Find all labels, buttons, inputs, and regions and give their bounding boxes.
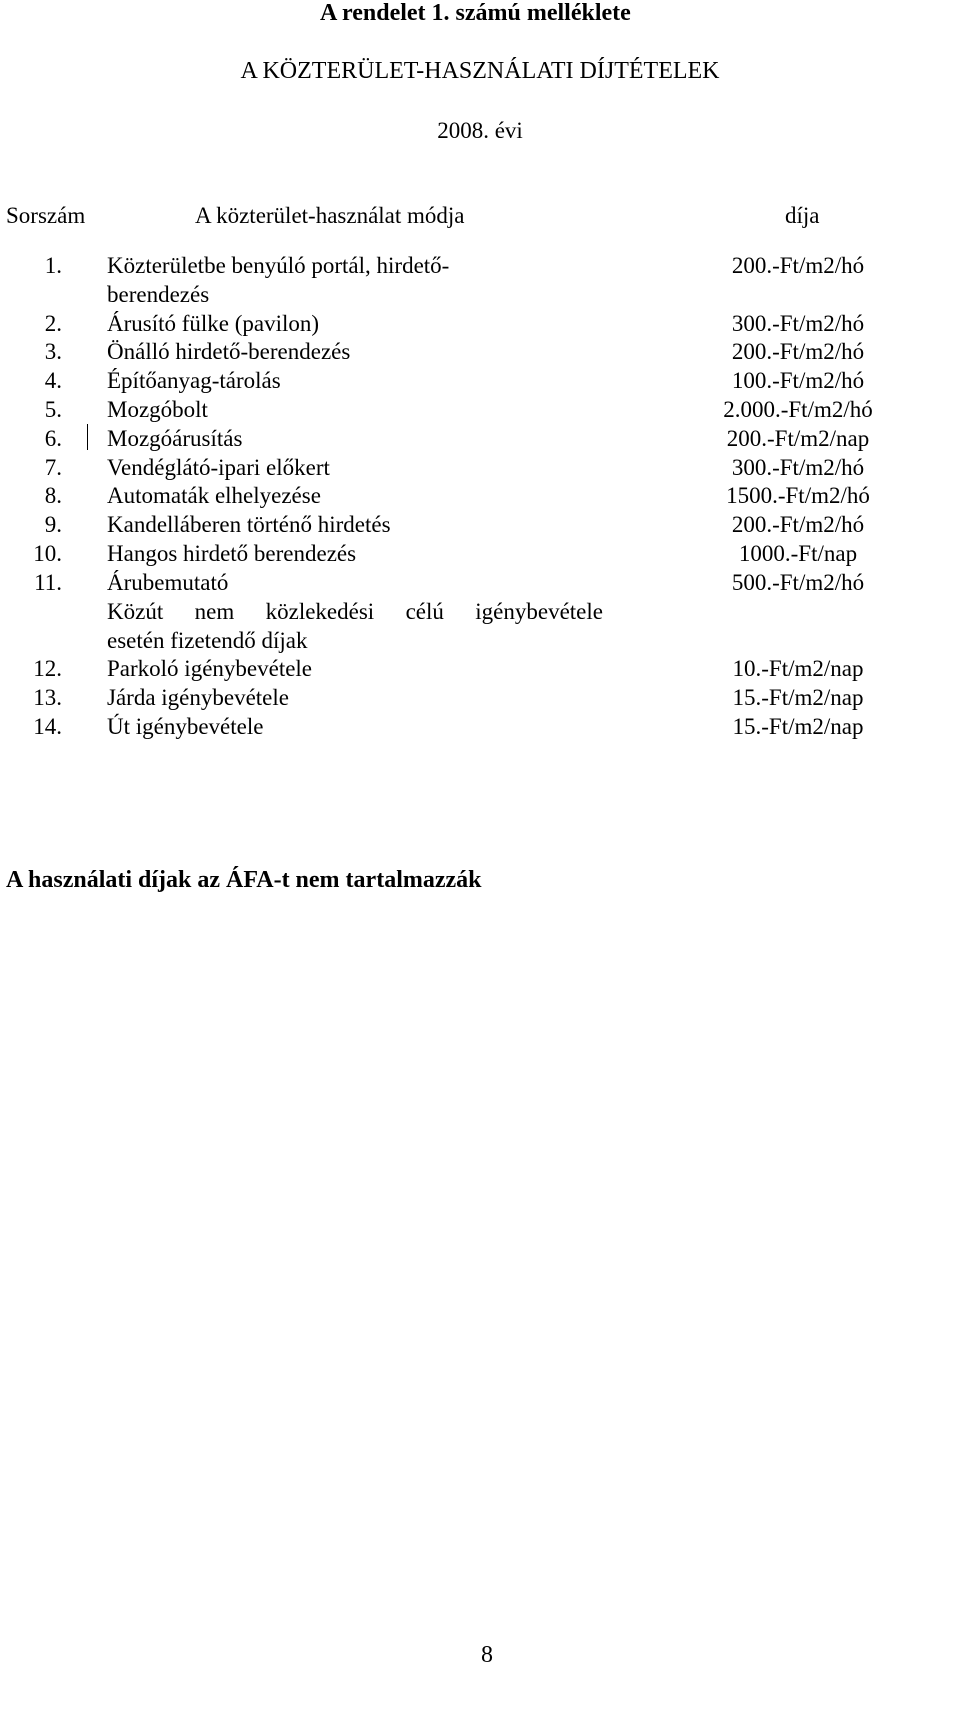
subheading-word: Közút: [107, 599, 164, 624]
row-fee: 15.-Ft/m2/nap: [732, 714, 864, 739]
row-label: Építőanyag-tárolás: [107, 368, 281, 393]
row-number: 14.: [33, 714, 62, 739]
row-number: 3.: [44, 339, 62, 364]
row-number: 11.: [34, 570, 62, 595]
annex-label: A rendelet 1. számú melléklete: [320, 0, 631, 26]
vat-note: A használati díjak az ÁFA-t nem tartalmazzák: [6, 867, 482, 893]
row-fee: 10.-Ft/m2/nap: [732, 656, 864, 681]
row-label: Járda igénybevétele: [107, 685, 289, 710]
row-label: Kandelláberen történő hirdetés: [107, 512, 391, 537]
subheading-word: igénybevétele: [475, 599, 603, 624]
row-fee: 15.-Ft/m2/nap: [732, 685, 864, 710]
row-number: 5.: [44, 397, 62, 422]
row-number: 6.: [44, 426, 62, 451]
row-label: Vendéglátó-ipari előkert: [107, 455, 330, 480]
row-label: Önálló hirdető-berendezés: [107, 339, 351, 364]
row-fee: 500.-Ft/m2/hó: [731, 570, 865, 595]
row-number: 4.: [44, 368, 62, 393]
row-number: 13.: [33, 685, 62, 710]
row-number: 1.: [44, 253, 62, 278]
row-number: 8.: [44, 483, 62, 508]
row-number: 10.: [33, 541, 62, 566]
header-usage-mode: A közterület-használat módja: [195, 203, 465, 228]
document-title: A KÖZTERÜLET-HASZNÁLATI DÍJTÉTELEK: [240, 58, 720, 84]
row-label: Árusító fülke (pavilon): [107, 311, 320, 336]
row-number: 7.: [44, 455, 62, 480]
subheading-line-1: [107, 599, 603, 625]
row-fee: 300.-Ft/m2/hó: [731, 311, 865, 336]
row-label: Árubemutató: [107, 570, 229, 595]
header-serial-number: Sorszám: [6, 203, 86, 228]
subheading-line-2: esetén fizetendő díjak: [107, 628, 308, 653]
row-fee: 200.-Ft/m2/hó: [731, 253, 865, 278]
row-label: Hangos hirdető berendezés: [107, 541, 357, 566]
row-label-continuation: berendezés: [107, 282, 210, 307]
row-number: 2.: [44, 311, 62, 336]
header-fee: díja: [785, 203, 820, 228]
row-fee: 100.-Ft/m2/hó: [731, 368, 865, 393]
row-fee: 200.-Ft/m2/nap: [726, 426, 870, 451]
subheading-word: közlekedési: [265, 599, 375, 624]
cell-border-mark: [87, 424, 88, 450]
row-label: Parkoló igénybevétele: [107, 656, 313, 681]
row-label: Mozgóbolt: [107, 397, 208, 422]
row-fee: 200.-Ft/m2/hó: [731, 512, 865, 537]
year-label: 2008. évi: [437, 118, 523, 143]
row-label: Automaták elhelyezése: [107, 483, 321, 508]
row-label: Mozgóárusítás: [107, 426, 243, 451]
page-number: 8: [481, 1642, 493, 1668]
subheading-word: nem: [194, 599, 235, 624]
row-label: Közterületbe benyúló portál, hirdető-: [107, 253, 450, 278]
row-fee: 300.-Ft/m2/hó: [731, 455, 865, 480]
row-fee: 200.-Ft/m2/hó: [731, 339, 865, 364]
row-number: 9.: [44, 512, 62, 537]
row-number: 12.: [33, 656, 62, 681]
row-fee: 1000.-Ft/nap: [738, 541, 858, 566]
row-fee: 2.000.-Ft/m2/hó: [723, 397, 873, 422]
row-fee: 1500.-Ft/m2/hó: [726, 483, 870, 508]
subheading-word: célú: [405, 599, 444, 624]
row-label: Út igénybevétele: [107, 714, 264, 739]
